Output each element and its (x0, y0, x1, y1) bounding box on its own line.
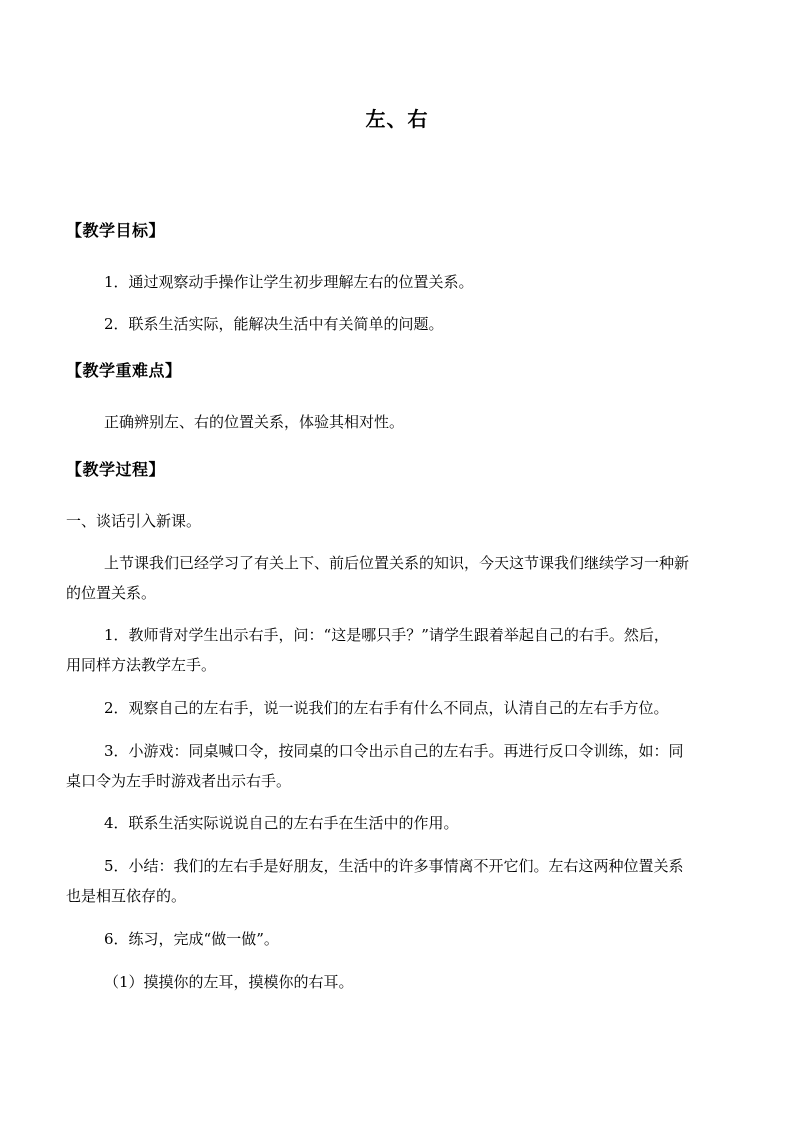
section-heading-key-points: 【教学重难点】 (66, 361, 182, 380)
step-1-line-1: 1．教师背对学生出示右手，问：“这是哪只手？”请学生跟着举起自己的右手。然后， (104, 626, 669, 644)
step-1-line-2: 用同样方法教学左手。 (66, 656, 217, 674)
goal-item-2: 2．联系生活实际，能解决生活中有关简单的问题。 (104, 315, 444, 333)
step-5-line-2: 也是相互依存的。 (66, 887, 187, 905)
section-heading-process: 【教学过程】 (66, 460, 166, 479)
step-5-line-1: 5．小结：我们的左右手是好朋友，生活中的许多事情离不开它们。左右这两种位置关系 (104, 857, 684, 875)
step-2-line-1: 2．观察自己的左右手，说一说我们的左右手有什么不同点，认清自己的左右手方位。 (104, 699, 669, 717)
step-4-line-1: 4．联系生活实际说说自己的左右手在生活中的作用。 (104, 814, 459, 832)
sub-item-1: （1）摸摸你的左耳，摸模你的右耳。 (104, 973, 354, 991)
step-6-line-1: 6．练习，完成“做一做”。 (104, 930, 279, 948)
section-heading-goals: 【教学目标】 (66, 221, 166, 240)
document-title: 左、右 (365, 107, 429, 131)
key-points-text: 正确辨别左、右的位置关系，体验其相对性。 (104, 413, 405, 431)
step-3-line-1: 3．小游戏：同桌喊口令，按同桌的口令出示自己的左右手。再进行反口令训练，如：同 (104, 742, 684, 760)
step-3-line-2: 桌口令为左手时游戏者出示右手。 (66, 772, 292, 790)
goal-item-1: 1．通过观察动手操作让学生初步理解左右的位置关系。 (104, 273, 474, 291)
intro-line-1: 上节课我们已经学习了有关上下、前后位置关系的知识，今天这节课我们继续学习一种新 (104, 554, 690, 572)
process-part1-title: 一、谈话引入新课。 (66, 512, 202, 530)
intro-line-2: 的位置关系。 (66, 584, 157, 602)
